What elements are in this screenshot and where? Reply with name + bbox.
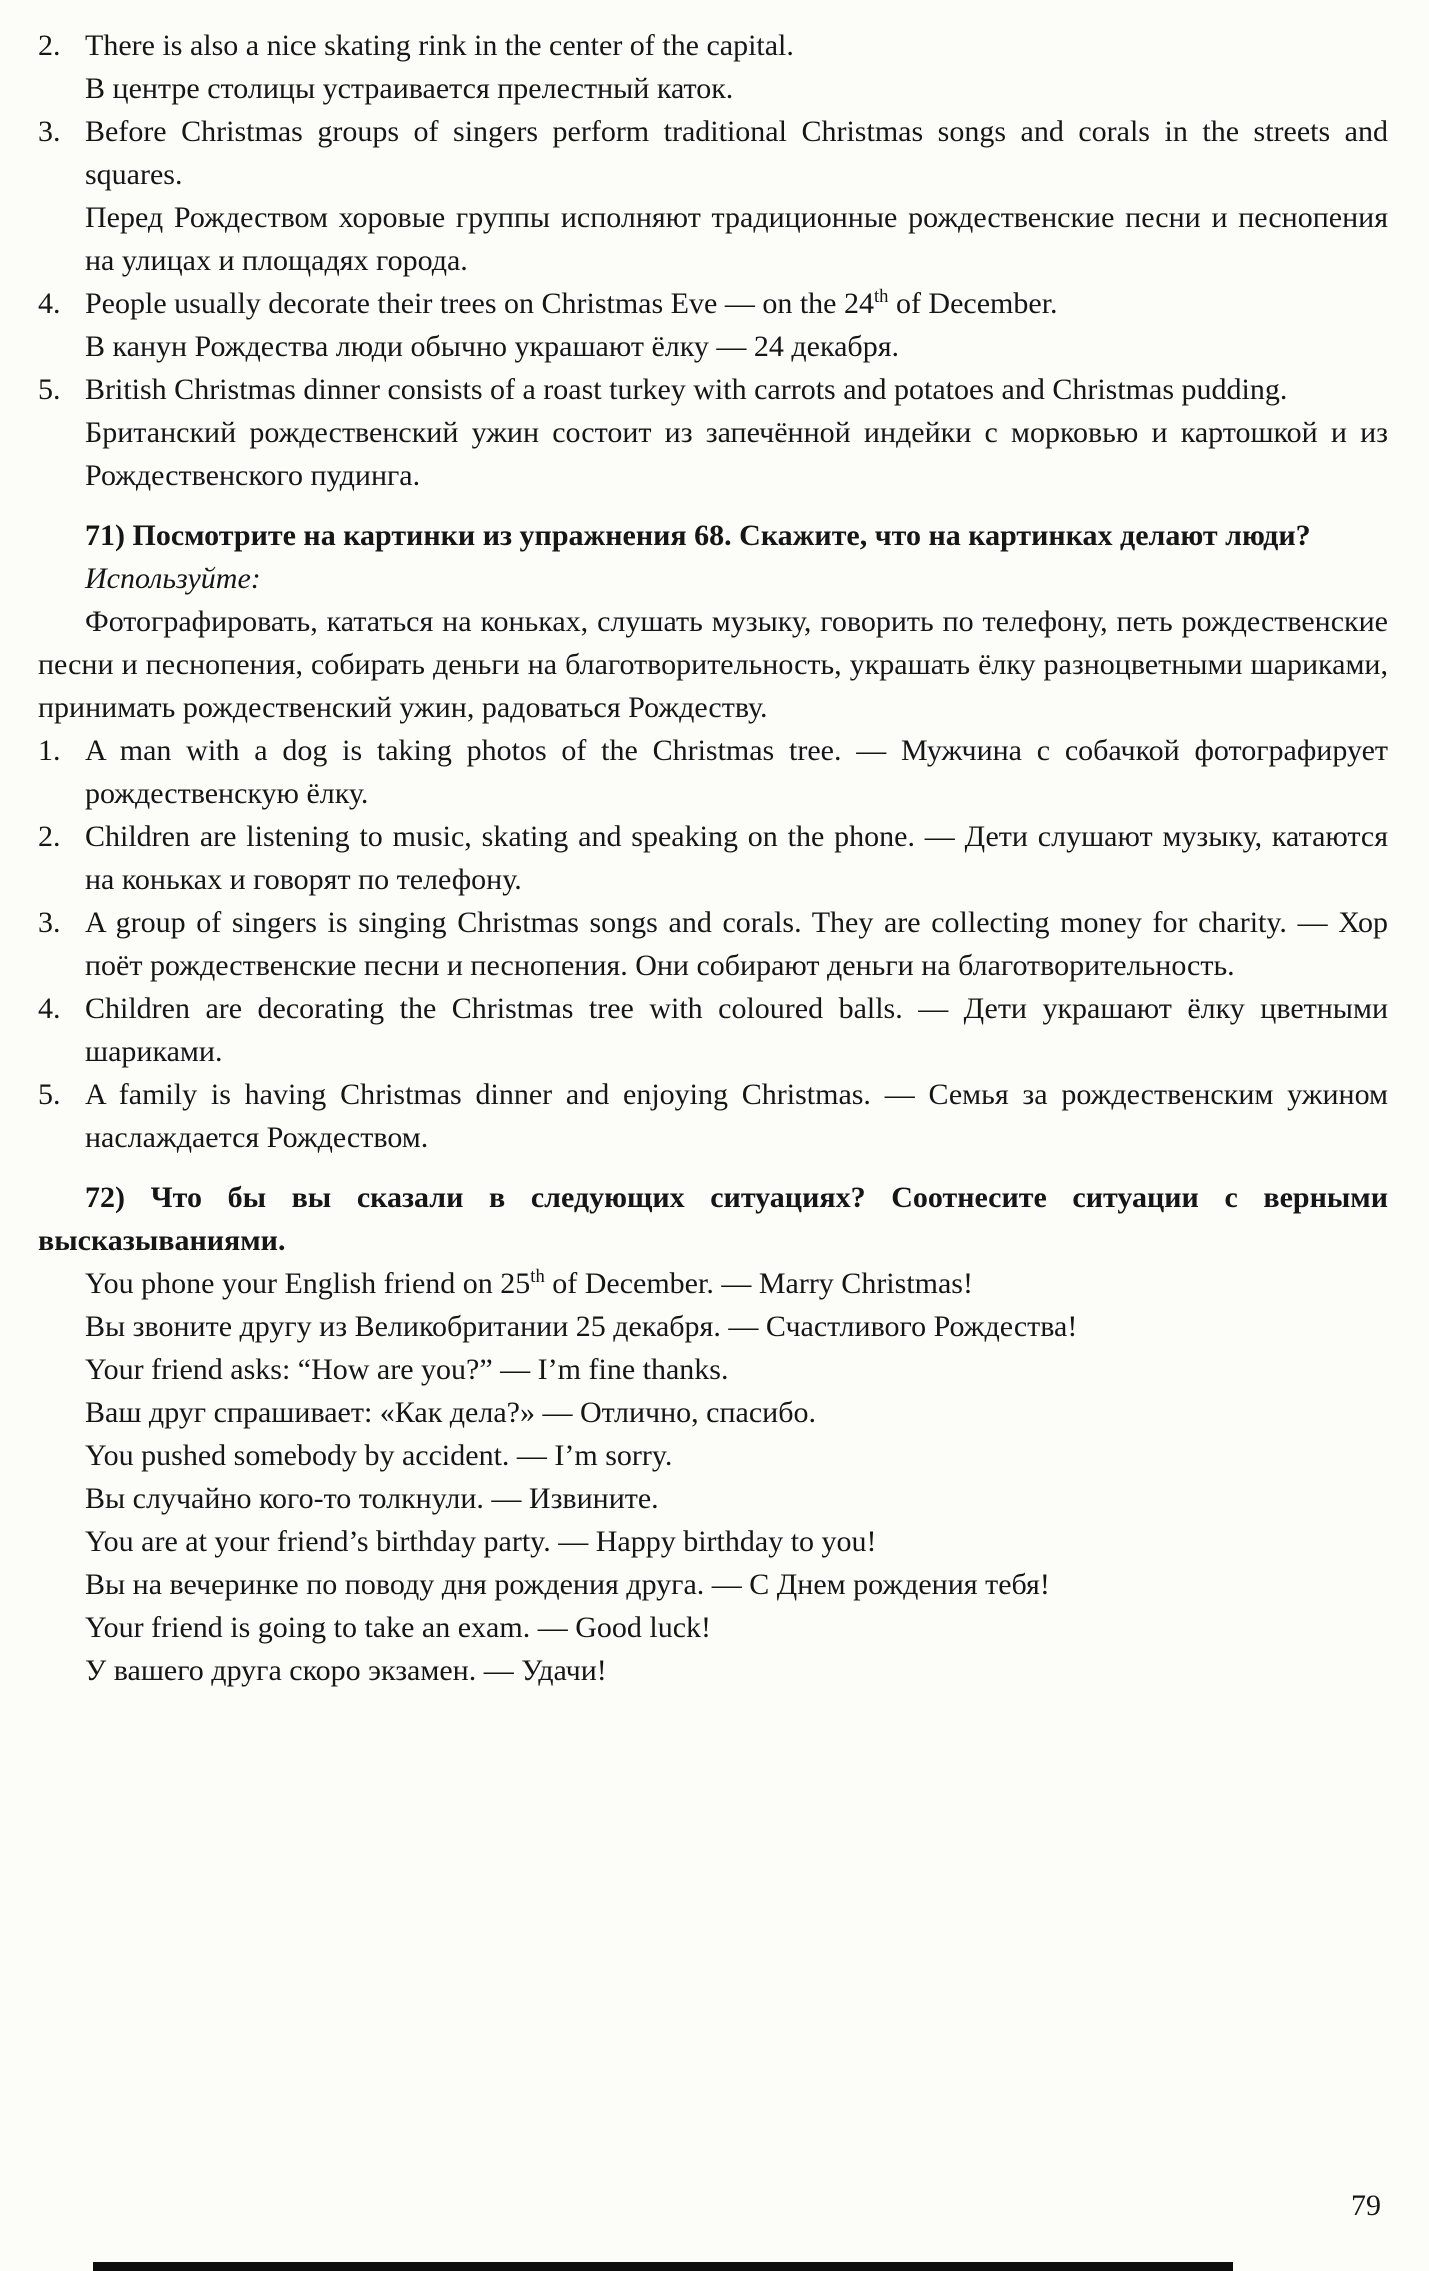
- situation-line: Вы на вечеринке по поводу дня рождения друга. — С Днем рождения тебя!: [85, 1568, 1050, 1601]
- answer-sentence: A man with a dog is taking photos of the Christmas tree. — Мужчина с собачкой фотографирует рождественскую ёлку.: [85, 734, 1388, 810]
- list-item-body: [85, 729, 1388, 815]
- scan-artifact-bar: [93, 2262, 1233, 2271]
- list-item: [38, 729, 1388, 815]
- situation-line: Вы случайно кого-то толкнули. — Извините.: [85, 1482, 659, 1515]
- situation-line: Your friend is going to take an exam. — Good luck!: [85, 1611, 712, 1644]
- answer-sentence: A family is having Christmas dinner and enjoying Christmas. — Семья за рождественским ужином наслаждается Рождеством.: [85, 1078, 1388, 1154]
- text-segment: of December.: [888, 287, 1058, 320]
- list-item-body: [85, 24, 1388, 110]
- list-item-number: 4.: [38, 287, 61, 320]
- english-sentence: Before Christmas groups of singers perform traditional Christmas songs and corals in the streets and squares.: [85, 115, 1388, 191]
- russian-translation: В канун Рождества люди обычно украшают ёлку — 24 декабря.: [85, 330, 899, 363]
- list-item-number: 2.: [38, 820, 61, 853]
- situation-line: You pushed somebody by accident. — I’m sorry.: [85, 1439, 673, 1472]
- list-item-number: 3.: [38, 906, 61, 939]
- use-word-list: Фотографировать, кататься на коньках, слушать музыку, говорить по телефону, петь рождественские песни и песнопения, собирать деньги на благотворительность, украшать ёлку разноцветными шариками, принимать рождественский ужин, радоваться Рождеству.: [38, 605, 1388, 724]
- list-item-body: [85, 368, 1388, 497]
- russian-translation: В центре столицы устраивается прелестный каток.: [85, 72, 734, 105]
- list-item-body: [85, 901, 1388, 987]
- list-item: [38, 110, 1388, 282]
- list-item-number: 4.: [38, 992, 61, 1025]
- ordinal-suffix: th: [530, 1266, 545, 1287]
- list-item-number: 5.: [38, 373, 61, 406]
- situation-line: You are at your friend’s birthday party. — Happy birthday to you!: [85, 1525, 877, 1558]
- use-label: Используйте:: [85, 562, 261, 595]
- english-sentence: [85, 282, 1388, 325]
- list-item: [38, 1073, 1388, 1159]
- list-item-body: [85, 815, 1388, 901]
- english-sentence: There is also a nice skating rink in the center of the capital.: [85, 29, 794, 62]
- list-item: [38, 24, 1388, 110]
- text-segment: of December. — Marry Christmas!: [544, 1267, 973, 1300]
- situation-line: [38, 1262, 1388, 1305]
- english-sentence: British Christmas dinner consists of a roast turkey with carrots and potatoes and Christmas pudding.: [85, 373, 1288, 406]
- exercise-71-heading: 71) Посмотрите на картинки из упражнения 68. Скажите, что на картинках делают люди?: [85, 519, 1311, 552]
- ordinal-suffix: th: [873, 286, 889, 307]
- answer-sentence: A group of singers is singing Christmas songs and corals. They are collecting money for charity. — Хор поёт рождественские песни и песнопения. Они собирают деньги на благотворительность.: [85, 906, 1388, 982]
- list-item-number: 1.: [38, 734, 61, 767]
- situation-line: У вашего друга скоро экзамен. — Удачи!: [85, 1654, 607, 1687]
- situation-line: Ваш друг спрашивает: «Как дела?» — Отлично, спасибо.: [85, 1396, 816, 1429]
- list-item-number: 3.: [38, 115, 61, 148]
- situation-line: Your friend asks: “How are you?” — I’m fine thanks.: [85, 1353, 729, 1386]
- text-segment: People usually decorate their trees on Christmas Eve — on the 24: [85, 287, 874, 320]
- list-item-number: 2.: [38, 29, 61, 62]
- situation-line: Вы звоните другу из Великобритании 25 декабря. — Счастливого Рождества!: [85, 1310, 1078, 1343]
- answer-sentence: Children are listening to music, skating and speaking on the phone. — Дети слушают музыку, катаются на коньках и говорят по телефону.: [85, 820, 1388, 896]
- page-number: 79: [1351, 2189, 1381, 2222]
- list-item: [38, 368, 1388, 497]
- exercise-72-heading: 72) Что бы вы сказали в следующих ситуациях? Соотнесите ситуации с верными высказываниями.: [38, 1181, 1388, 1257]
- text-segment: You phone your English friend on 25: [85, 1267, 531, 1300]
- list-item-body: [85, 1073, 1388, 1159]
- list-item-number: 5.: [38, 1078, 61, 1111]
- answer-sentence: Children are decorating the Christmas tree with coloured balls. — Дети украшают ёлку цветными шариками.: [85, 992, 1388, 1068]
- list-item: [38, 901, 1388, 987]
- list-item: [38, 815, 1388, 901]
- list-item-body: [85, 110, 1388, 282]
- list-item-body: [85, 282, 1388, 368]
- russian-translation: Перед Рождеством хоровые группы исполняют традиционные рождественские песни и песнопения на улицах и площадях города.: [85, 201, 1388, 277]
- russian-translation: Британский рождественский ужин состоит из запечённой индейки с морковью и картошкой и из Рождественского пудинга.: [85, 416, 1388, 492]
- list-item: [38, 282, 1388, 368]
- list-item: [38, 987, 1388, 1073]
- list-item-body: [85, 987, 1388, 1073]
